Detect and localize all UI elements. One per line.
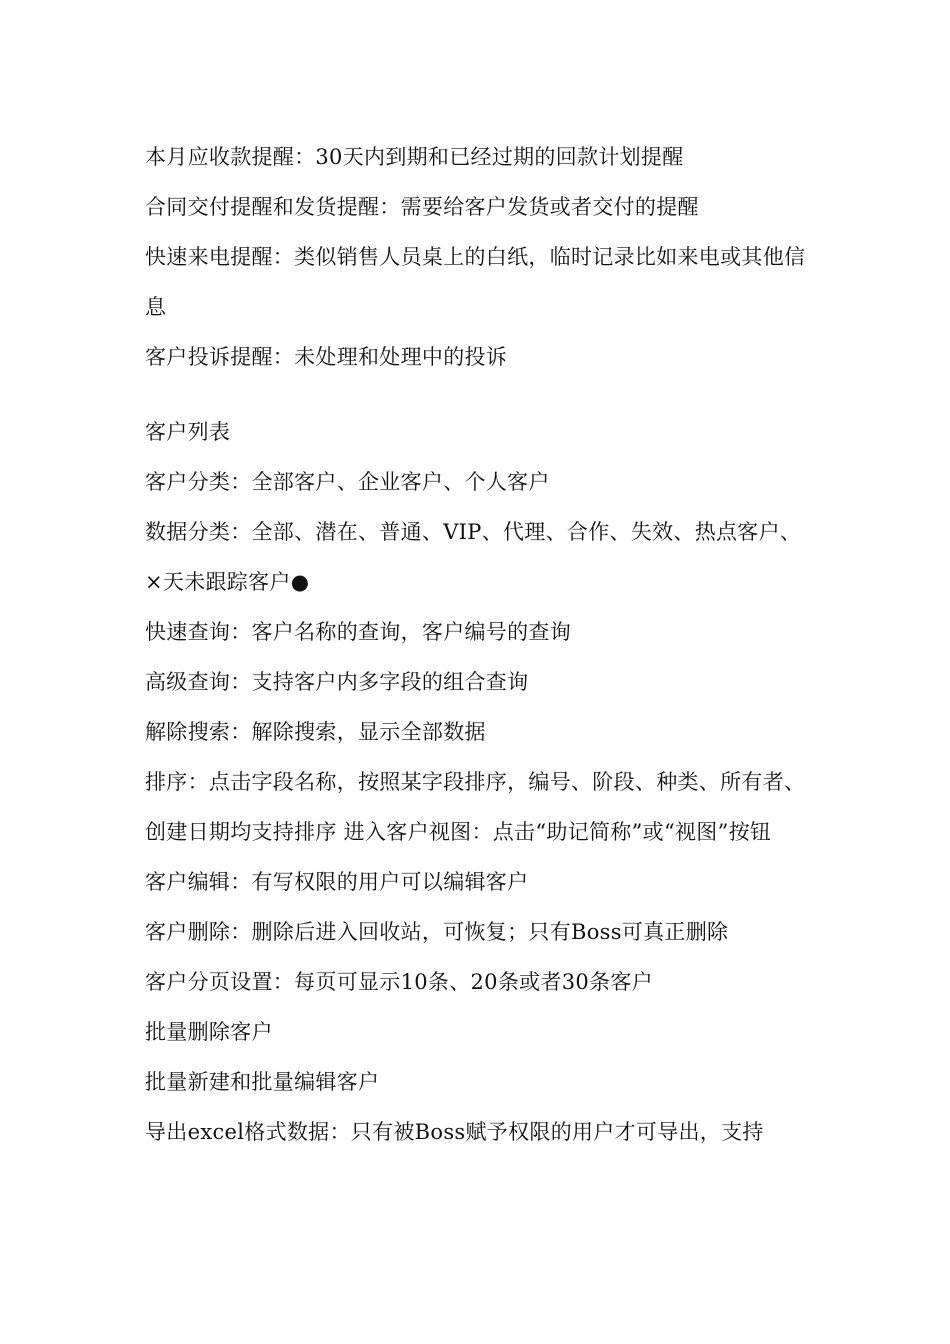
- section-gap: [145, 382, 810, 407]
- list-item-batch-delete: 批量删除客户: [145, 1020, 273, 1044]
- list-item-quick-search: 快速查询：客户名称的查询，客户编号的查询: [145, 620, 571, 644]
- document-body: [145, 132, 810, 1157]
- list-item-advanced-search: 高级查询：支持客户内多字段的组合查询: [145, 670, 529, 694]
- list-item-data-category: 数据分类：全部、潜在、普通、VIP、代理、合作、失效、热点客户、×天未跟踪客户●: [145, 520, 802, 594]
- list-item-pagination: 客户分页设置：每页可显示10条、20条或者30条客户: [145, 970, 653, 994]
- reminder-receivables: 本月应收款提醒：30天内到期和已经过期的回款计划提醒: [145, 145, 684, 169]
- reminder-delivery: 合同交付提醒和发货提醒：需要给客户发货或者交付的提醒: [145, 195, 699, 219]
- reminder-quick-call: 快速来电提醒：类似销售人员桌上的白纸，临时记录比如来电或其他信息: [145, 245, 806, 319]
- list-item-edit: 客户编辑：有写权限的用户可以编辑客户: [145, 870, 529, 894]
- section-heading-customer-list: 客户列表: [145, 420, 231, 444]
- list-item-clear-search: 解除搜索：解除搜索，显示全部数据: [145, 720, 486, 744]
- list-item-delete: 客户删除：删除后进入回收站，可恢复；只有Boss可真正删除: [145, 920, 729, 944]
- list-item-batch-create-edit: 批量新建和批量编辑客户: [145, 1070, 380, 1094]
- reminder-complaint: 客户投诉提醒：未处理和处理中的投诉: [145, 345, 508, 369]
- list-item-sorting: 排序：点击字段名称，按照某字段排序，编号、阶段、种类、所有者、创建日期均支持排序 进入客户视图：点击“助记简称”或“视图”按钮: [145, 770, 806, 844]
- list-item-customer-category: 客户分类：全部客户、企业客户、个人客户: [145, 470, 550, 494]
- list-item-export-excel: 导出excel格式数据：只有被Boss赋予权限的用户才可导出，支持: [145, 1120, 764, 1144]
